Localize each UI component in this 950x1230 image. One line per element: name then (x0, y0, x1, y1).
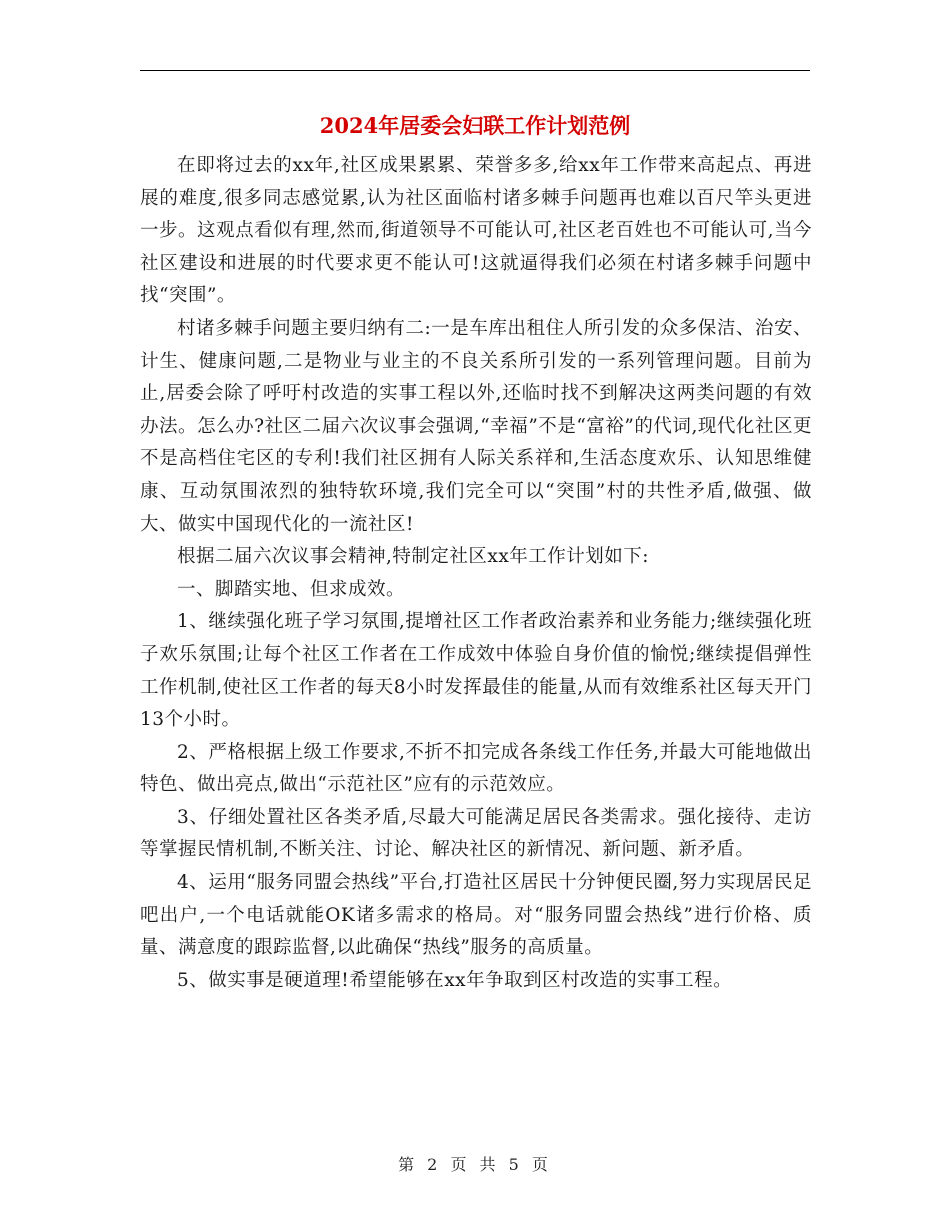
paragraph-intro: 在即将过去的xx年,社区成果累累、荣誉多多,给xx年工作带来高起点、再进展的难度,很多同志感觉累,认为社区面临村诸多棘手问题再也难以百尺竿头更进一步。这观点看似有理,然而,街道领导不可能认可,社区老百姓也不可能认可,当今社区建设和进展的时代要求更不能认可!这就逼得我们必须在村诸多棘手问题中找“突围”。 (140, 155, 812, 307)
paragraph-plan-intro: 根据二届六次议事会精神,特制定社区xx年工作计划如下: (177, 546, 649, 568)
document-body (140, 150, 812, 997)
list-item-4: 4、运用“服务同盟会热线”平台,打造社区居民十分钟便民圈,努力实现居民足吧出户,一个电话就能OK诸多需求的格局。对“服务同盟会热线”进行价格、质量、满意度的跟踪监督,以此确保“热线”服务的高质量。 (140, 872, 812, 959)
list-item-3: 3、仔细处置社区各类矛盾,尽最大可能满足居民各类需求。强化接待、走访等掌握民情机制,不断关注、讨论、解决社区的新情况、新问题、新矛盾。 (140, 806, 812, 861)
list-item-1: 1、继续强化班子学习氛围,提增社区工作者政治素养和业务能力;继续强化班子欢乐氛围;让每个社区工作者在工作成效中体验自身价值的愉悦;继续提倡弹性工作机制,使社区工作者的每天8小时发挥最佳的能量,从而有效维系社区每天开门13个小时。 (140, 611, 812, 731)
page-number: 第 2 页 共 5 页 (398, 1155, 552, 1174)
section-heading-1: 一、脚踏实地、但求成效。 (177, 578, 406, 600)
header-rule (140, 70, 810, 71)
list-item-5: 5、做实事是硬道理!希望能够在xx年争取到区村改造的实事工程。 (177, 969, 733, 991)
paragraph-problems: 村诸多棘手问题主要归纳有二:一是车库出租住人所引发的众多保洁、治安、计生、健康问题,二是物业与业主的不良关系所引发的一系列管理问题。目前为止,居委会除了呼吁村改造的实事工程以外,还临时找不到解决这两类问题的有效办法。怎么办?社区二届六次议事会强调,“幸福”不是“富裕”的代词,现代化社区更不是高档住宅区的专利!我们社区拥有人际关系祥和,生活态度欢乐、认知思维健康、互动氛围浓烈的独特软环境,我们完全可以“突围”村的共性矛盾,做强、做大、做实中国现代化的一流社区! (140, 317, 812, 535)
list-item-2: 2、严格根据上级工作要求,不折不扣完成各条线工作任务,并最大可能地做出特色、做出亮点,做出“示范社区”应有的示范效应。 (140, 741, 812, 796)
document-title: 2024年居委会妇联工作计划范例 (319, 113, 631, 138)
